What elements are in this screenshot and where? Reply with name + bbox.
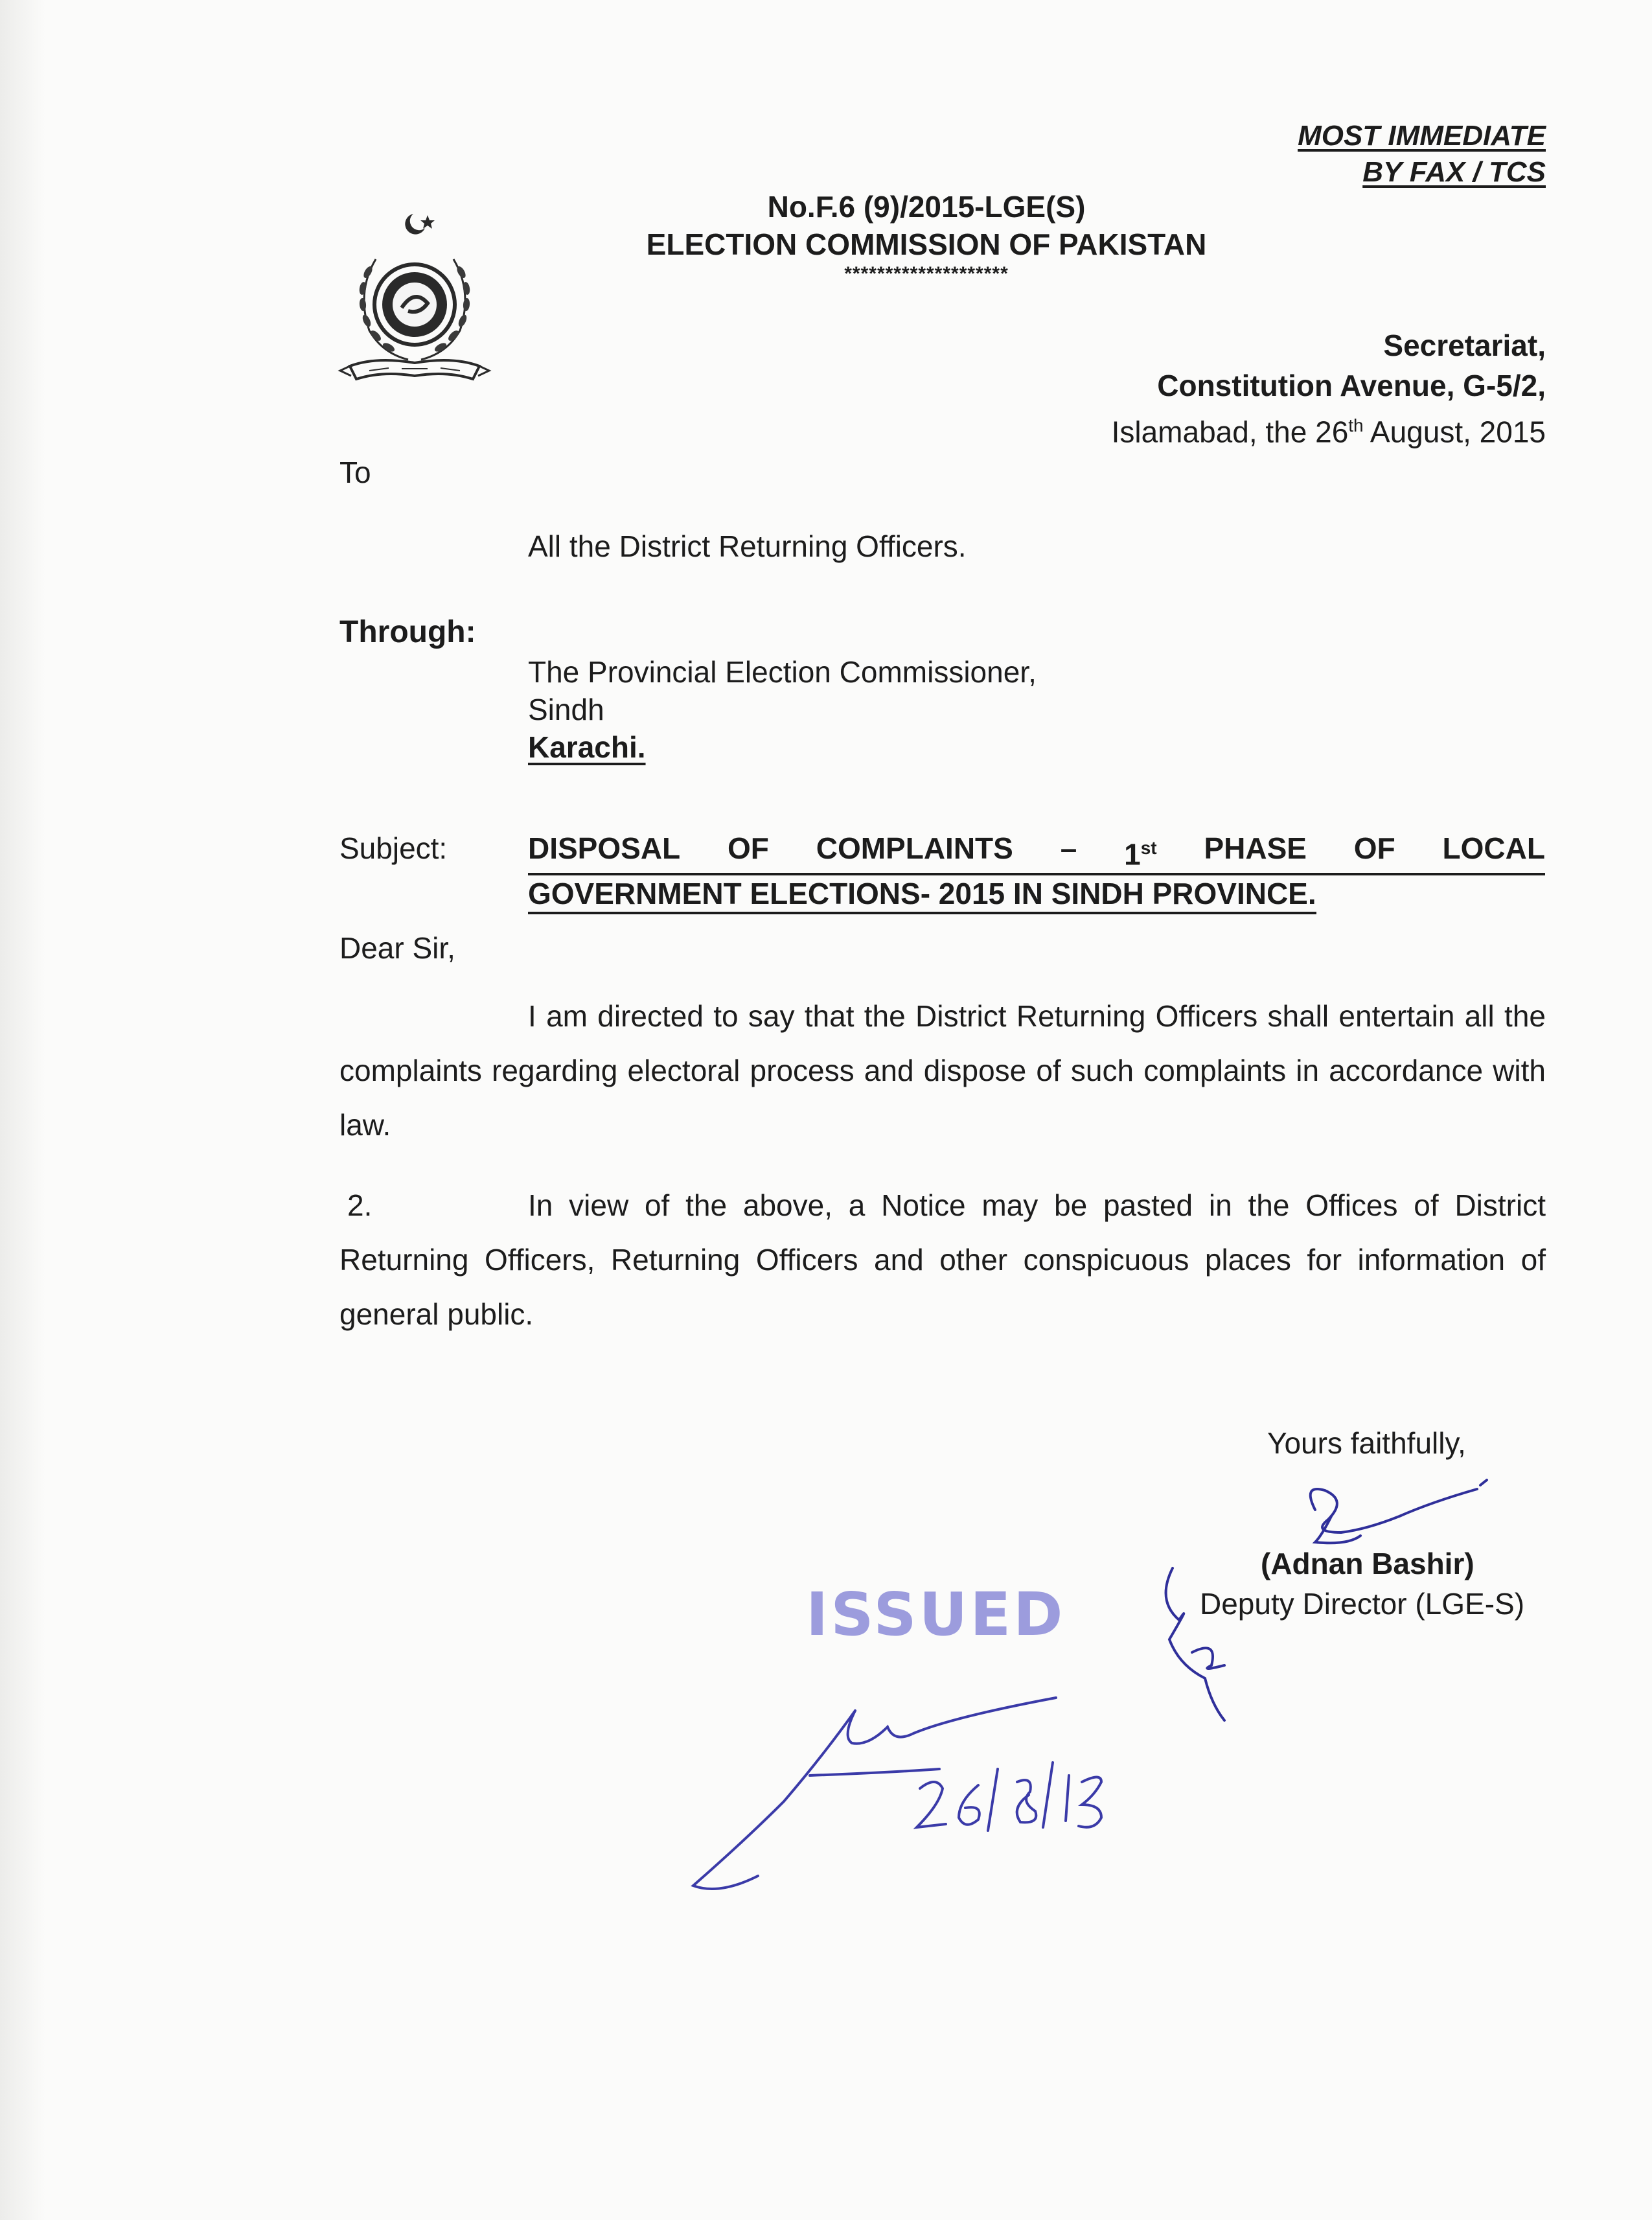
date-ordinal: th (1348, 415, 1364, 435)
date-month-year: August, 2015 (1363, 415, 1546, 449)
subject-word: OF (1353, 831, 1395, 865)
urgency-line-1: MOST IMMEDIATE (1298, 120, 1546, 152)
date-place: Islamabad, the 26 (1111, 415, 1349, 449)
page-edge-shade (0, 0, 45, 2220)
subject-word: – (1060, 831, 1077, 865)
subject (528, 829, 1545, 914)
paragraph-2: In view of the above, a Notice may be pasted in the Offices of District Returning Officers, Returning Officers and other conspicuous places for information of general public. (339, 1188, 1546, 1331)
subject-label: Subject: (339, 831, 448, 865)
sender-address (1112, 325, 1546, 452)
organization-name: ELECTION COMMISSION OF PAKISTAN (646, 227, 1207, 261)
urgency-line-2: BY FAX / TCS (1362, 156, 1546, 188)
subject-word: COMPLAINTS (816, 831, 1013, 865)
through-line-1: The Provincial Election Commissioner, (528, 655, 1037, 689)
valediction: Yours faithfully, (1267, 1426, 1466, 1460)
subject-ordinal: 1st (1124, 837, 1157, 872)
through-city: Karachi. (528, 730, 646, 764)
subject-word: PHASE (1204, 831, 1307, 865)
subject-word: LOCAL (1442, 831, 1545, 865)
paragraph-1: I am directed to say that the District Returning Officers shall entertain all the complaints regarding electoral process and dispose of such complaints in accordance with law. (339, 999, 1546, 1142)
urgency-marking (1298, 118, 1546, 191)
signer-title: Deputy Director (LGE-S) (1200, 1587, 1525, 1621)
reference-number: No.F.6 (9)/2015-LGE(S) (767, 190, 1086, 224)
signer-name: (Adnan Bashir) (1261, 1547, 1474, 1580)
issued-stamp: ISSUED (806, 1580, 1066, 1649)
subject-word: OF (728, 831, 769, 865)
recipient-label: To (339, 456, 371, 489)
through-address (528, 653, 1037, 766)
letterhead (583, 188, 1270, 285)
address-line-1: Secretariat, (1383, 329, 1546, 362)
recipient-value: All the District Returning Officers. (528, 529, 967, 563)
through-line-2: Sindh (528, 693, 604, 726)
ecp-emblem-icon (337, 201, 492, 395)
through-label: Through: (339, 615, 476, 649)
subject-line-2: GOVERNMENT ELECTIONS- 2015 IN SINDH PROVINCE. (528, 875, 1316, 914)
handwritten-initials-icon (680, 1672, 1173, 1944)
subject-word: DISPOSAL (528, 831, 681, 865)
subject-line-1 (528, 829, 1545, 875)
handwritten-date-icon (917, 1763, 1101, 1831)
salutation: Dear Sir, (339, 931, 455, 965)
address-line-2: Constitution Avenue, G-5/2, (1157, 369, 1546, 402)
place-and-date (1112, 406, 1546, 452)
paragraph-2-number: 2. (347, 1188, 373, 1222)
header-separator: ******************** (844, 263, 1009, 284)
